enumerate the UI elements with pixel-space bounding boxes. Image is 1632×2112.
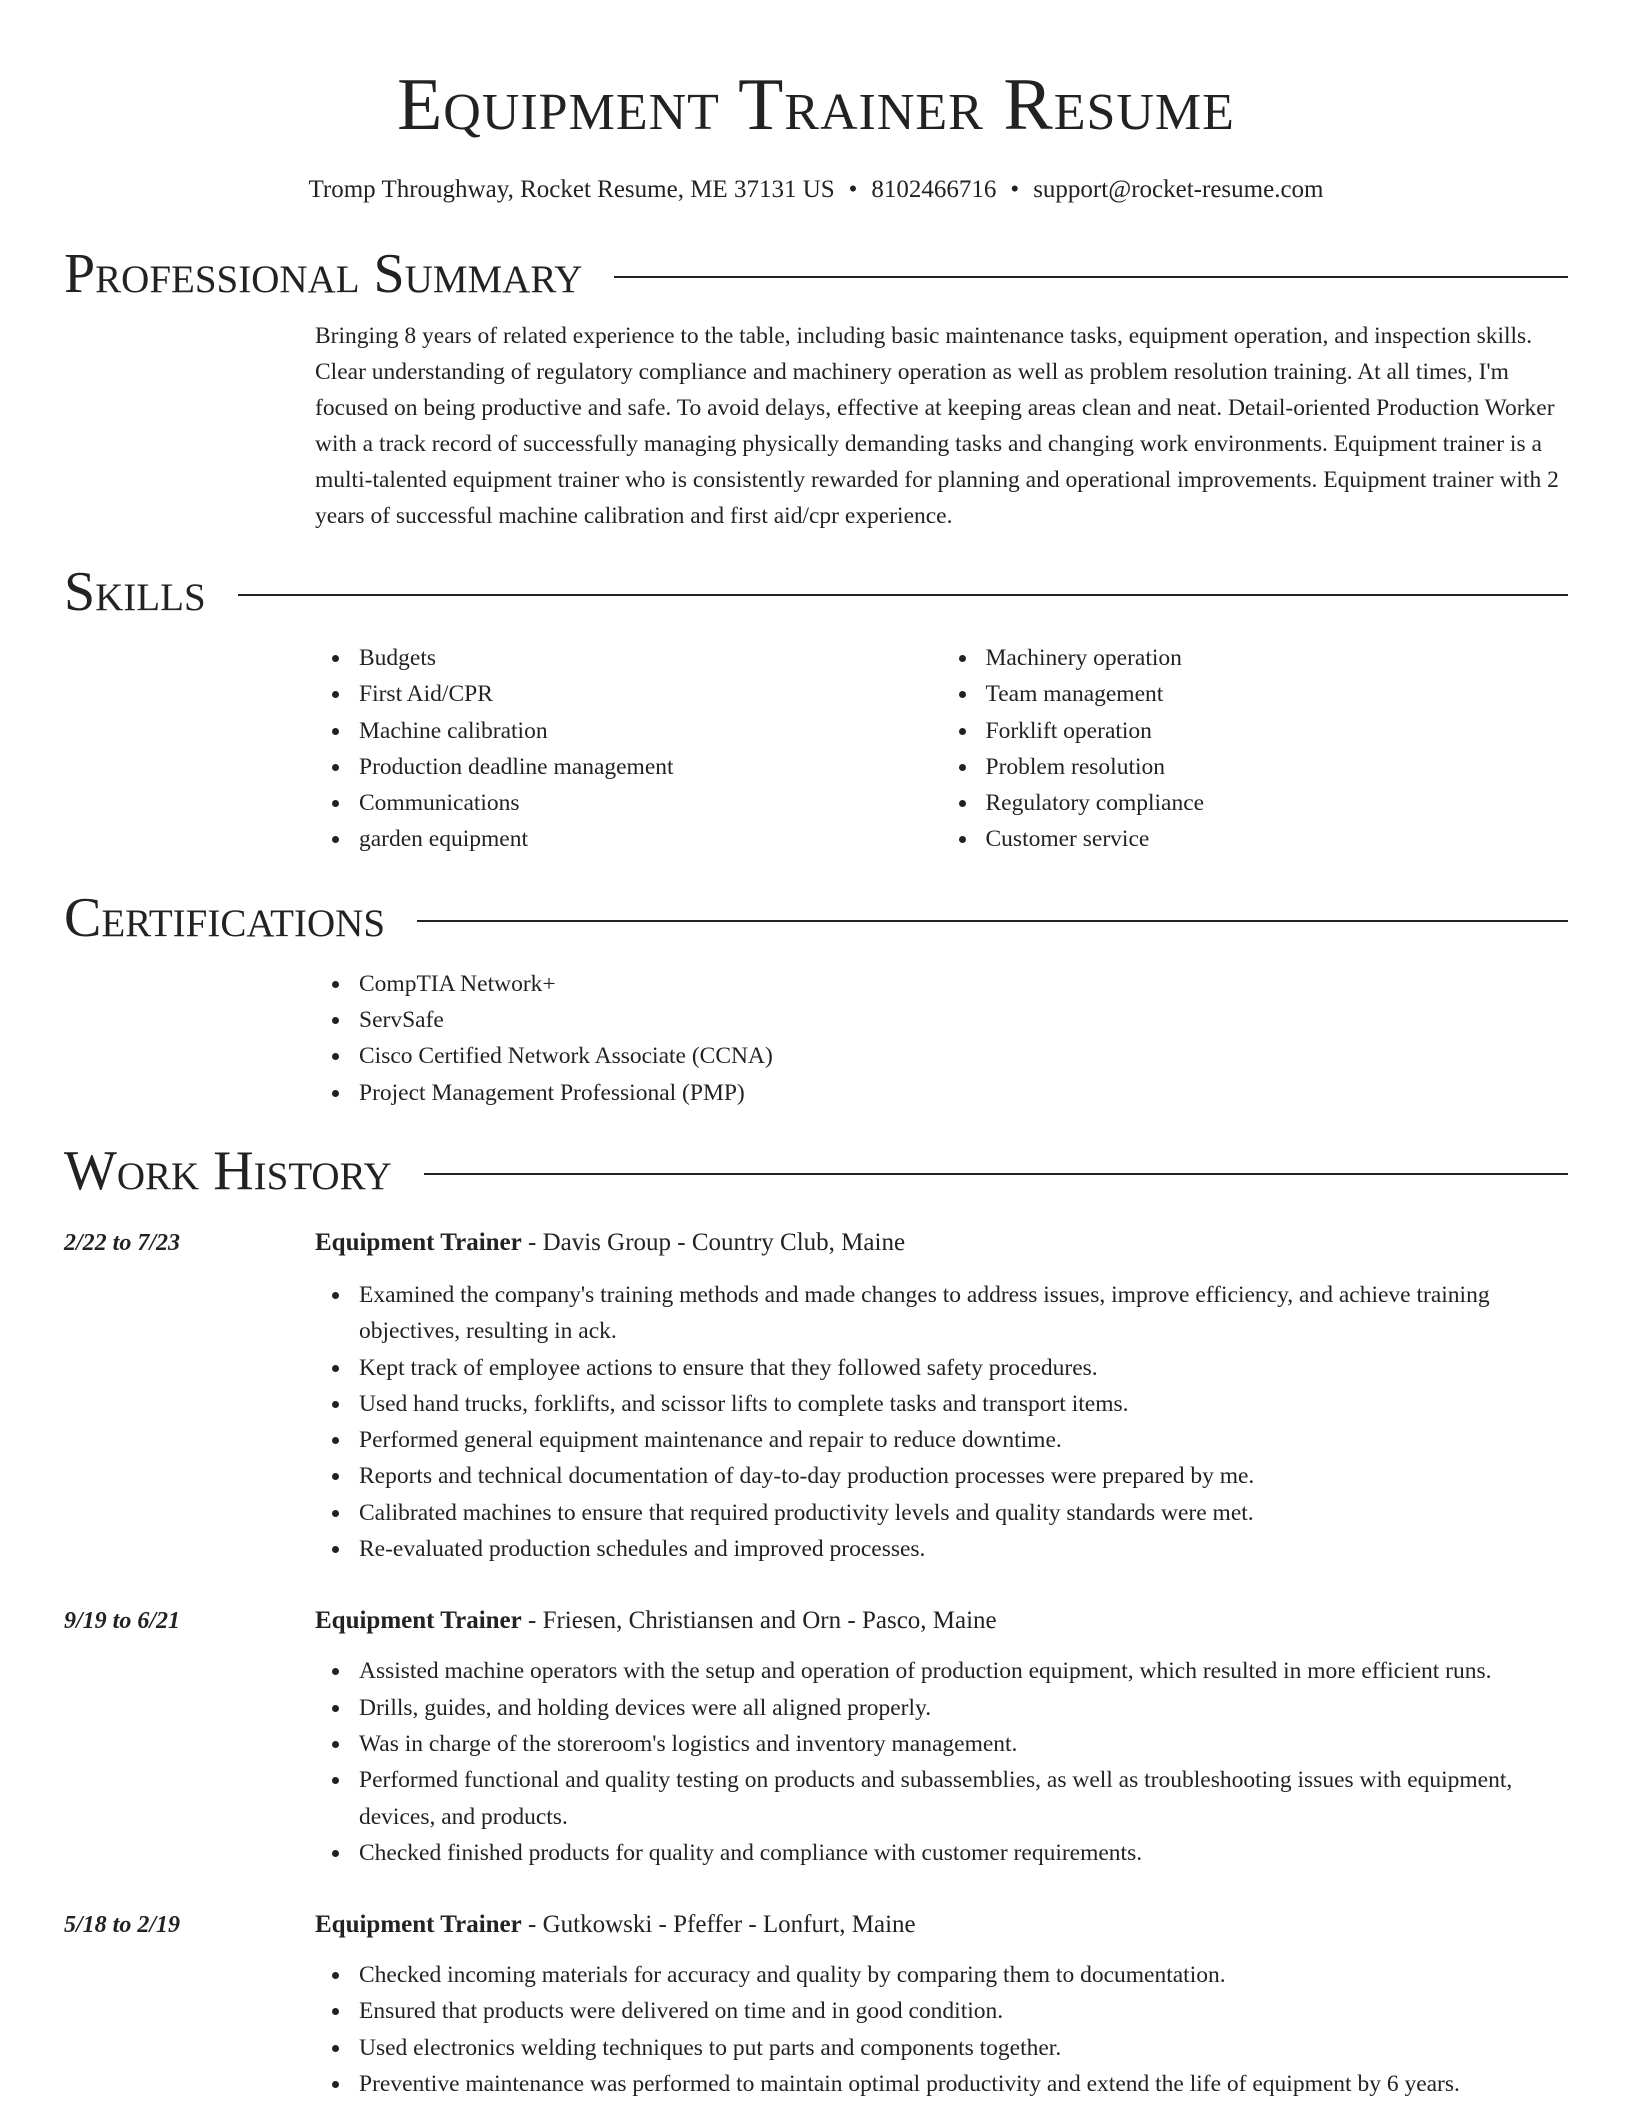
job-role: Equipment Trainer	[315, 1607, 522, 1635]
skill-item: Forklift operation	[986, 713, 1569, 749]
certifications-list	[315, 966, 1568, 1111]
job-title-line	[315, 1907, 1568, 1943]
job-bullet: Checked finished products for quality and compliance with customer requirements.	[359, 1835, 1568, 1871]
certification-item: ServSafe	[359, 1002, 1568, 1038]
section-divider	[417, 920, 1568, 922]
skill-item: Team management	[986, 676, 1569, 712]
contact-phone: 8102466716	[871, 176, 997, 203]
certifications-heading: Certifications	[64, 886, 386, 949]
job-role: Equipment Trainer	[315, 1911, 522, 1939]
skill-item: Communications	[359, 785, 942, 821]
skill-item: Budgets	[359, 640, 942, 676]
certifications-bullets	[315, 966, 1568, 1111]
job-details	[315, 1225, 1568, 1567]
job-bullet: Drills, guides, and holding devices were all aligned properly.	[359, 1690, 1568, 1726]
job-bullet: Performed general equipment maintenance and repair to reduce downtime.	[359, 1422, 1568, 1458]
job-bullets	[315, 1957, 1568, 2102]
skill-item: Production deadline management	[359, 749, 942, 785]
summary-text: Bringing 8 years of related experience to the table, including basic maintenance tasks, equipment operation, and inspection skills. Clear understanding of regulatory compliance and machinery operation as well as problem resolution training. At all times, I'm focused on being productive and safe. To avoid delays, effective at keeping areas clean and neat. Detail-oriented Production Worker with a track record of successfully managing physically demanding tasks and changing work environments. Equipment trainer is a multi-talented equipment trainer who is consistently rewarded for planning and operational improvements. Equipment trainer with 2 years of successful machine calibration and first aid/cpr experience.	[315, 323, 1559, 529]
job-dates: 2/22 to 7/23	[64, 1229, 181, 1256]
skill-item: Customer service	[986, 821, 1569, 857]
job-bullet: Re-evaluated production schedules and improved processes.	[359, 1531, 1568, 1567]
job-bullet: Calibrated machines to ensure that required productivity levels and quality standards were met.	[359, 1495, 1568, 1531]
job-bullet: Was in charge of the storeroom's logistics and inventory management.	[359, 1726, 1568, 1762]
job-bullets	[315, 1277, 1568, 1567]
job-details	[315, 1907, 1568, 2102]
job-bullet: Assisted machine operators with the setup and operation of production equipment, which resulted in more efficient runs.	[359, 1653, 1568, 1689]
job-bullet: Performed functional and quality testing on products and subassemblies, as well as troubleshooting issues with equipment, devices, and products.	[359, 1762, 1568, 1835]
job-bullet: Ensured that products were delivered on time and in good condition.	[359, 1993, 1568, 2029]
contact-line	[64, 174, 1568, 206]
job-title-line	[315, 1603, 1568, 1639]
job-bullet: Examined the company's training methods and made changes to address issues, improve efficiency, and achieve training objectives, resulting in ack.	[359, 1277, 1568, 1350]
job-bullet: Reports and technical documentation of day-to-day production processes were prepared by me.	[359, 1458, 1568, 1494]
job-title-line	[315, 1225, 1568, 1261]
contact-email: support@rocket-resume.com	[1033, 176, 1324, 203]
skill-item: First Aid/CPR	[359, 676, 942, 712]
job-bullet: Preventive maintenance was performed to maintain optimal productivity and extend the life of equipment by 6 years.	[359, 2066, 1568, 2102]
skill-item: Machine calibration	[359, 713, 942, 749]
job-entry	[64, 1225, 1568, 1567]
certification-item: Project Management Professional (PMP)	[359, 1075, 1568, 1111]
certification-item: Cisco Certified Network Associate (CCNA)	[359, 1038, 1568, 1074]
skill-item: Regulatory compliance	[986, 785, 1569, 821]
resume-page	[64, 0, 1568, 2102]
job-dates: 9/19 to 6/21	[64, 1608, 181, 1635]
skill-item: garden equipment	[359, 821, 942, 857]
summary-section-header	[64, 242, 1568, 306]
summary-heading: Professional Summary	[64, 243, 583, 305]
job-bullet: Used electronics welding techniques to put parts and components together.	[359, 2030, 1568, 2066]
job-entry	[64, 1603, 1568, 1871]
skills-list	[315, 640, 1568, 858]
job-employer: - Davis Group - Country Club, Maine	[521, 1228, 906, 1256]
job-bullet: Checked incoming materials for accuracy and quality by comparing them to documentation.	[359, 1957, 1568, 1993]
job-employer: - Gutkowski - Pfeffer - Lonfurt, Maine	[521, 1911, 916, 1939]
skill-item: Problem resolution	[986, 749, 1569, 785]
contact-separator: •	[848, 176, 858, 203]
contact-separator: •	[1010, 176, 1020, 203]
job-bullet: Kept track of employee actions to ensure that they followed safety procedures.	[359, 1350, 1568, 1386]
job-bullets	[315, 1653, 1568, 1871]
resume-title: Equipment Trainer Resume	[397, 64, 1235, 146]
skills-heading: Skills	[64, 561, 206, 623]
contact-address: Tromp Throughway, Rocket Resume, ME 37131 US	[308, 176, 835, 203]
certification-item: CompTIA Network+	[359, 966, 1568, 1002]
work-history-section-header	[64, 1139, 1568, 1203]
job-role: Equipment Trainer	[315, 1228, 522, 1256]
skills-section-header	[64, 560, 1568, 624]
section-divider	[238, 594, 1568, 596]
work-history-heading: Work History	[64, 1139, 392, 1202]
job-entry	[64, 1907, 1568, 2102]
certifications-section-header	[64, 886, 1568, 950]
job-employer: - Friesen, Christiansen and Orn - Pasco, Maine	[521, 1607, 997, 1635]
skills-column-right	[942, 640, 1569, 858]
job-bullet: Used hand trucks, forklifts, and scissor lifts to complete tasks and transport items.	[359, 1386, 1568, 1422]
job-details	[315, 1603, 1568, 1871]
section-divider	[424, 1173, 1568, 1175]
job-dates: 5/18 to 2/19	[64, 1912, 181, 1939]
skill-item: Machinery operation	[986, 640, 1569, 676]
section-divider	[614, 276, 1568, 278]
skills-column-left	[315, 640, 942, 858]
